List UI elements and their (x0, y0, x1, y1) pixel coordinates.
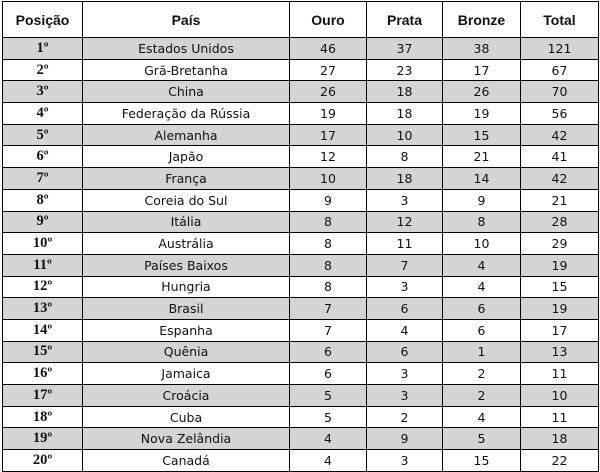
table-row (3, 211, 599, 233)
cell-total: 19 (521, 298, 599, 320)
cell-position: 4º (3, 103, 83, 125)
cell-silver: 6 (367, 298, 443, 320)
cell-position: 9º (3, 211, 83, 233)
cell-gold: 6 (290, 363, 367, 385)
cell-country: Croácia (83, 385, 290, 407)
table-row (3, 363, 599, 385)
cell-gold: 17 (290, 124, 367, 146)
cell-total: 56 (521, 103, 599, 125)
cell-position: 14º (3, 319, 83, 341)
cell-position: 19º (3, 428, 83, 450)
table-row (3, 254, 599, 276)
cell-position: 3º (3, 81, 83, 103)
cell-country: França (83, 168, 290, 190)
cell-bronze: 15 (443, 450, 521, 472)
cell-bronze: 6 (443, 298, 521, 320)
medal-table-body (3, 38, 599, 472)
table-row (3, 168, 599, 190)
cell-bronze: 14 (443, 168, 521, 190)
cell-gold: 10 (290, 168, 367, 190)
cell-country: Canadá (83, 450, 290, 472)
table-row (3, 81, 599, 103)
cell-silver: 10 (367, 124, 443, 146)
table-row (3, 298, 599, 320)
table-row (3, 406, 599, 428)
cell-total: 29 (521, 233, 599, 255)
cell-position: 11º (3, 254, 83, 276)
cell-total: 10 (521, 385, 599, 407)
cell-silver: 37 (367, 38, 443, 60)
table-row (3, 103, 599, 125)
table-row (3, 124, 599, 146)
cell-position: 6º (3, 146, 83, 168)
cell-total: 42 (521, 168, 599, 190)
cell-bronze: 17 (443, 59, 521, 81)
cell-total: 19 (521, 254, 599, 276)
cell-bronze: 8 (443, 211, 521, 233)
cell-silver: 3 (367, 385, 443, 407)
cell-gold: 7 (290, 298, 367, 320)
cell-silver: 18 (367, 103, 443, 125)
cell-total: 21 (521, 189, 599, 211)
cell-gold: 12 (290, 146, 367, 168)
table-row (3, 38, 599, 60)
header-row (3, 2, 599, 38)
cell-bronze: 38 (443, 38, 521, 60)
table-row (3, 146, 599, 168)
cell-bronze: 10 (443, 233, 521, 255)
cell-position: 5º (3, 124, 83, 146)
cell-country: Estados Unidos (83, 38, 290, 60)
cell-silver: 7 (367, 254, 443, 276)
cell-country: Grã-Bretanha (83, 59, 290, 81)
header-bronze: Bronze (443, 2, 521, 38)
cell-total: 42 (521, 124, 599, 146)
cell-total: 15 (521, 276, 599, 298)
cell-silver: 6 (367, 341, 443, 363)
cell-bronze: 5 (443, 428, 521, 450)
cell-bronze: 26 (443, 81, 521, 103)
cell-gold: 8 (290, 233, 367, 255)
cell-position: 16º (3, 363, 83, 385)
header-silver: Prata (367, 2, 443, 38)
table-row (3, 319, 599, 341)
cell-silver: 4 (367, 319, 443, 341)
header-country: País (83, 2, 290, 38)
cell-country: Brasil (83, 298, 290, 320)
cell-country: China (83, 81, 290, 103)
cell-total: 41 (521, 146, 599, 168)
cell-silver: 23 (367, 59, 443, 81)
table-row (3, 428, 599, 450)
medal-table (2, 1, 599, 472)
cell-position: 8º (3, 189, 83, 211)
cell-bronze: 21 (443, 146, 521, 168)
cell-gold: 26 (290, 81, 367, 103)
cell-position: 20º (3, 450, 83, 472)
table-row (3, 59, 599, 81)
cell-position: 15º (3, 341, 83, 363)
cell-gold: 46 (290, 38, 367, 60)
table-row (3, 341, 599, 363)
cell-silver: 3 (367, 450, 443, 472)
cell-position: 7º (3, 168, 83, 190)
cell-country: Alemanha (83, 124, 290, 146)
cell-gold: 5 (290, 385, 367, 407)
cell-silver: 3 (367, 189, 443, 211)
cell-bronze: 9 (443, 189, 521, 211)
cell-country: Jamaica (83, 363, 290, 385)
cell-gold: 8 (290, 276, 367, 298)
cell-country: Espanha (83, 319, 290, 341)
cell-total: 11 (521, 363, 599, 385)
header-total: Total (521, 2, 599, 38)
cell-total: 13 (521, 341, 599, 363)
cell-total: 22 (521, 450, 599, 472)
header-gold: Ouro (290, 2, 367, 38)
cell-country: Coreia do Sul (83, 189, 290, 211)
table-row (3, 276, 599, 298)
cell-bronze: 1 (443, 341, 521, 363)
cell-gold: 5 (290, 406, 367, 428)
cell-gold: 6 (290, 341, 367, 363)
table-row (3, 385, 599, 407)
cell-gold: 8 (290, 211, 367, 233)
cell-bronze: 2 (443, 363, 521, 385)
cell-gold: 4 (290, 450, 367, 472)
cell-total: 121 (521, 38, 599, 60)
cell-total: 11 (521, 406, 599, 428)
cell-gold: 4 (290, 428, 367, 450)
table-row (3, 233, 599, 255)
cell-bronze: 19 (443, 103, 521, 125)
cell-total: 28 (521, 211, 599, 233)
cell-position: 10º (3, 233, 83, 255)
cell-gold: 9 (290, 189, 367, 211)
cell-bronze: 2 (443, 385, 521, 407)
cell-position: 12º (3, 276, 83, 298)
cell-position: 17º (3, 385, 83, 407)
cell-country: Federação da Rússia (83, 103, 290, 125)
cell-gold: 7 (290, 319, 367, 341)
cell-country: Itália (83, 211, 290, 233)
cell-silver: 11 (367, 233, 443, 255)
cell-total: 18 (521, 428, 599, 450)
cell-silver: 9 (367, 428, 443, 450)
cell-country: Nova Zelândia (83, 428, 290, 450)
cell-country: Hungria (83, 276, 290, 298)
cell-silver: 12 (367, 211, 443, 233)
cell-total: 70 (521, 81, 599, 103)
cell-silver: 3 (367, 363, 443, 385)
cell-bronze: 15 (443, 124, 521, 146)
cell-bronze: 4 (443, 406, 521, 428)
cell-total: 17 (521, 319, 599, 341)
cell-gold: 19 (290, 103, 367, 125)
table-row (3, 189, 599, 211)
cell-silver: 2 (367, 406, 443, 428)
cell-country: Países Baixos (83, 254, 290, 276)
cell-gold: 8 (290, 254, 367, 276)
cell-country: Japão (83, 146, 290, 168)
cell-silver: 18 (367, 81, 443, 103)
cell-bronze: 6 (443, 319, 521, 341)
cell-bronze: 4 (443, 254, 521, 276)
cell-position: 1º (3, 38, 83, 60)
cell-position: 2º (3, 59, 83, 81)
table-row (3, 450, 599, 472)
cell-silver: 8 (367, 146, 443, 168)
cell-position: 13º (3, 298, 83, 320)
header-position: Posição (3, 2, 83, 38)
cell-silver: 3 (367, 276, 443, 298)
cell-gold: 27 (290, 59, 367, 81)
cell-country: Austrália (83, 233, 290, 255)
medal-table-header (3, 2, 599, 38)
cell-country: Quênia (83, 341, 290, 363)
cell-bronze: 4 (443, 276, 521, 298)
cell-country: Cuba (83, 406, 290, 428)
cell-total: 67 (521, 59, 599, 81)
cell-silver: 18 (367, 168, 443, 190)
cell-position: 18º (3, 406, 83, 428)
